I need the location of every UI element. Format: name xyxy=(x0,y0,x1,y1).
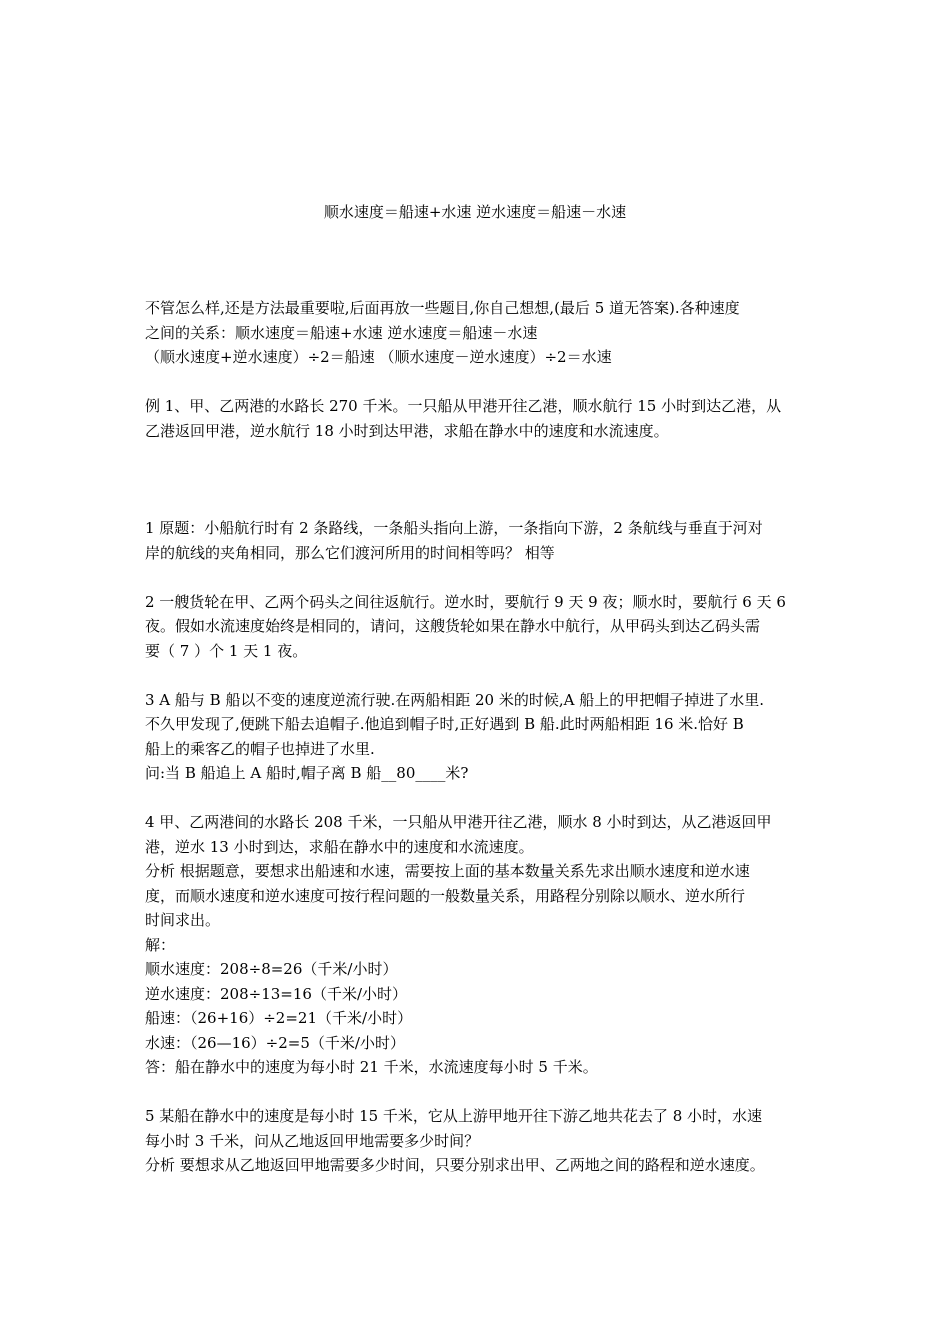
question-1 xyxy=(145,516,815,565)
text-line: 问:当 B 船追上 A 船时,帽子离 B 船__80____米? xyxy=(145,764,469,782)
text-line: 逆水速度：208÷13=16（千米/小时） xyxy=(145,984,407,1003)
text-line: 分析 要想求从乙地返回甲地需要多少时间，只要分别求出甲、乙两地之间的路程和逆水速度。 xyxy=(145,1156,765,1174)
question-2 xyxy=(145,590,815,664)
example-1-paragraph xyxy=(145,394,815,443)
text-line: 5 某船在静水中的速度是每小时 15 千米，它从上游甲地开往下游乙地共花去了 8 小时，水速 xyxy=(145,1107,763,1125)
document-body xyxy=(145,296,815,1178)
text-line: 4 甲、乙两港间的水路长 208 千米，一只船从甲港开往乙港，顺水 8 小时到达，从乙港返回甲 xyxy=(145,813,772,831)
text-line: 时间求出。 xyxy=(145,911,221,929)
text-line: 1 原题：小船航行时有 2 条路线，一条船头指向上游，一条指向下游，2 条航线与垂直于河对 xyxy=(145,519,763,537)
text-line: 港，逆水 13 小时到达，求船在静水中的速度和水流速度。 xyxy=(145,837,534,856)
intro-paragraph xyxy=(145,296,815,370)
text-line: 3 A 船与 B 船以不变的速度逆流行驶.在两船相距 20 米的时候,A 船上的甲把帽子掉进了水里. xyxy=(145,690,765,709)
text-line: 例 1、甲、乙两港的水路长 270 千米。一只船从甲港开往乙港，顺水航行 15 小时到达乙港，从 xyxy=(145,397,782,415)
text-line: 夜。假如水流速度始终是相同的，请问，这艘货轮如果在静水中航行，从甲码头到达乙码头需 xyxy=(145,617,761,635)
text-line: 分析 根据题意，要想求出船速和水速，需要按上面的基本数量关系先求出顺水速度和逆水速 xyxy=(145,862,750,880)
question-5 xyxy=(145,1104,815,1178)
text-line: 不管怎么样,还是方法最重要啦,后面再放一些题目,你自己想想,(最后 5 道无答案).各种速度 xyxy=(145,299,740,317)
text-line: 船上的乘客乙的帽子也掉进了水里. xyxy=(145,739,375,758)
text-line: 2 一艘货轮在甲、乙两个码头之间往返航行。逆水时，要航行 9 天 9 夜；顺水时，要航行 6 天 6 xyxy=(145,592,786,611)
question-3 xyxy=(145,688,815,786)
text-line: （顺水速度+逆水速度）÷2＝船速 （顺水速度－逆水速度）÷2＝水速 xyxy=(145,348,612,366)
text-line: 船速：（26+16）÷2=21（千米/小时） xyxy=(145,1009,413,1027)
text-line: 答：船在静水中的速度为每小时 21 千米，水流速度每小时 5 千米。 xyxy=(145,1058,598,1076)
text-line: 要（ 7 ）个 1 天 1 夜。 xyxy=(145,641,308,660)
text-line: 水速：（26—16）÷2=5（千米/小时） xyxy=(145,1033,405,1052)
text-line: 不久甲发现了,便跳下船去追帽子.他追到帽子时,正好遇到 B 船.此时两船相距 16 米.恰好 B xyxy=(145,715,744,733)
text-line: 顺水速度：208÷8=26（千米/小时） xyxy=(145,960,398,978)
text-line: 度，而顺水速度和逆水速度可按行程问题的一般数量关系，用路程分别除以顺水、逆水所行 xyxy=(145,886,746,905)
text-line: 乙港返回甲港，逆水航行 18 小时到达甲港，求船在静水中的速度和水流速度。 xyxy=(145,421,669,440)
page-title: 顺水速度＝船速+水速 逆水速度＝船速－水速 xyxy=(323,203,627,221)
text-line: 之间的关系：顺水速度＝船速+水速 逆水速度＝船速－水速 xyxy=(145,323,538,342)
question-4 xyxy=(145,810,815,1080)
text-line: 岸的航线的夹角相同，那么它们渡河所用的时间相等吗？ 相等 xyxy=(145,543,555,562)
text-line: 解： xyxy=(145,935,176,954)
text-line: 每小时 3 千米，问从乙地返回甲地需要多少时间？ xyxy=(145,1131,480,1150)
